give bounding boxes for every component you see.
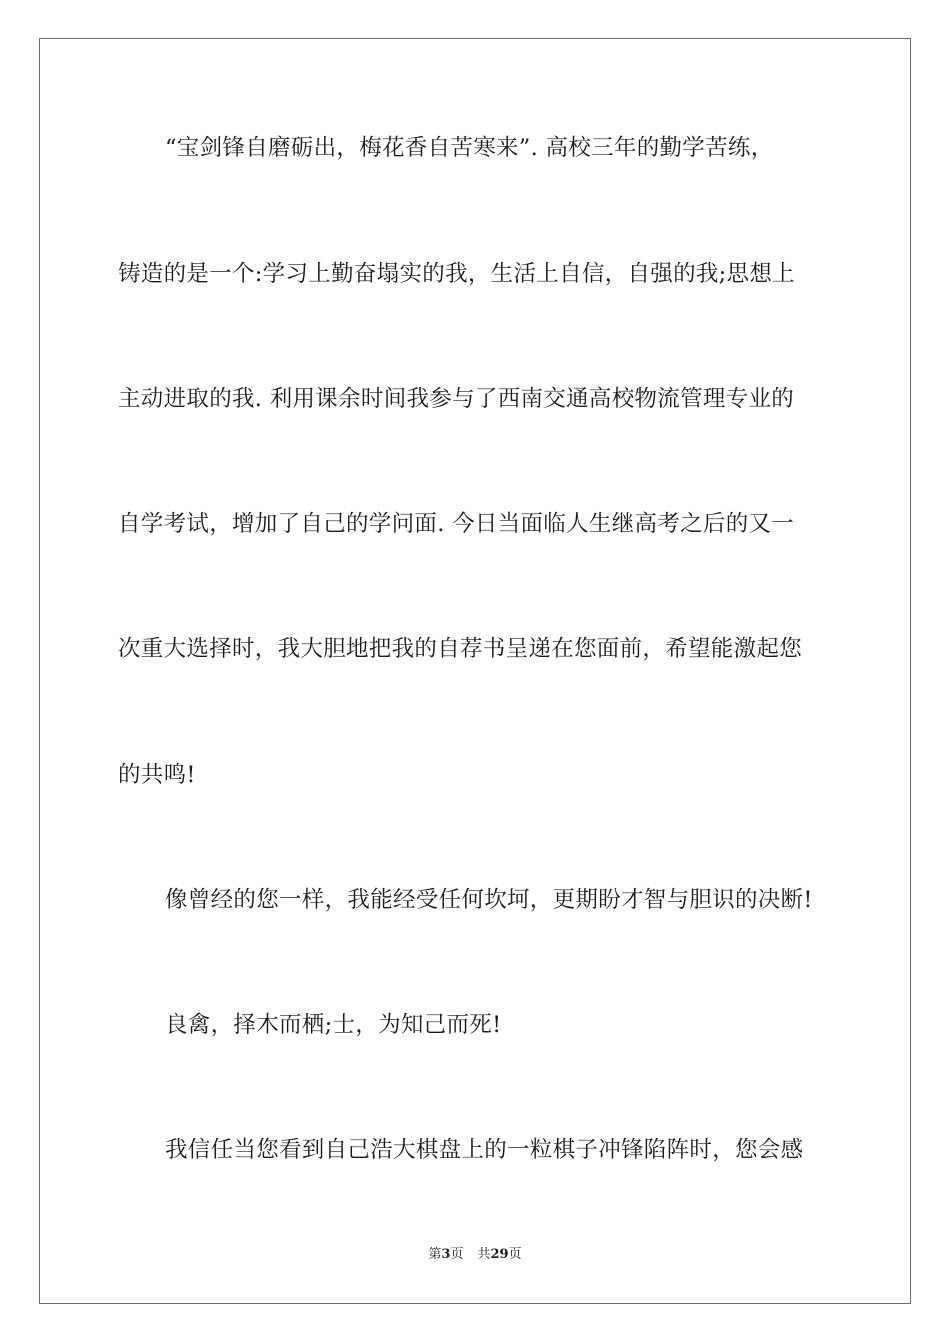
page-number: 3 [441, 1247, 451, 1262]
paragraph-line-4: 自学考试，增加了自己的学问面. 今日当面临人生继高考之后的又一 [118, 511, 795, 537]
paragraph-line-7: 像曾经的您一样，我能经受任何坎坷，更期盼才智与胆识的决断! [165, 887, 813, 913]
page-footer [0, 1246, 950, 1264]
total-suffix: 页 [508, 1247, 522, 1262]
paragraph-line-3: 主动进取的我. 利用课余时间我参与了西南交通高校物流管理专业的 [118, 386, 795, 412]
paragraph-line-9: 我信任当您看到自己浩大棋盘上的一粒棋子冲锋陷阵时，您会感 [165, 1137, 804, 1163]
paragraph-line-1: “宝剑锋自磨砺出，梅花香自苦寒来”. 高校三年的勤学苦练， [165, 135, 774, 161]
page-border [39, 38, 911, 1304]
page-suffix: 页 [450, 1247, 464, 1262]
paragraph-line-8: 良禽，择木而栖;士，为知己而死! [165, 1012, 502, 1038]
paragraph-line-5: 次重大选择时，我大胆地把我的自荐书呈递在您面前，希望能激起您 [118, 636, 803, 662]
paragraph-line-6: 的共鸣! [118, 762, 196, 788]
total-prefix: 共 [477, 1247, 491, 1262]
page-prefix: 第 [428, 1247, 442, 1262]
total-pages: 29 [490, 1247, 509, 1262]
paragraph-line-2: 铸造的是一个:学习上勤奋塌实的我，生活上自信，自强的我;思想上 [118, 261, 795, 287]
